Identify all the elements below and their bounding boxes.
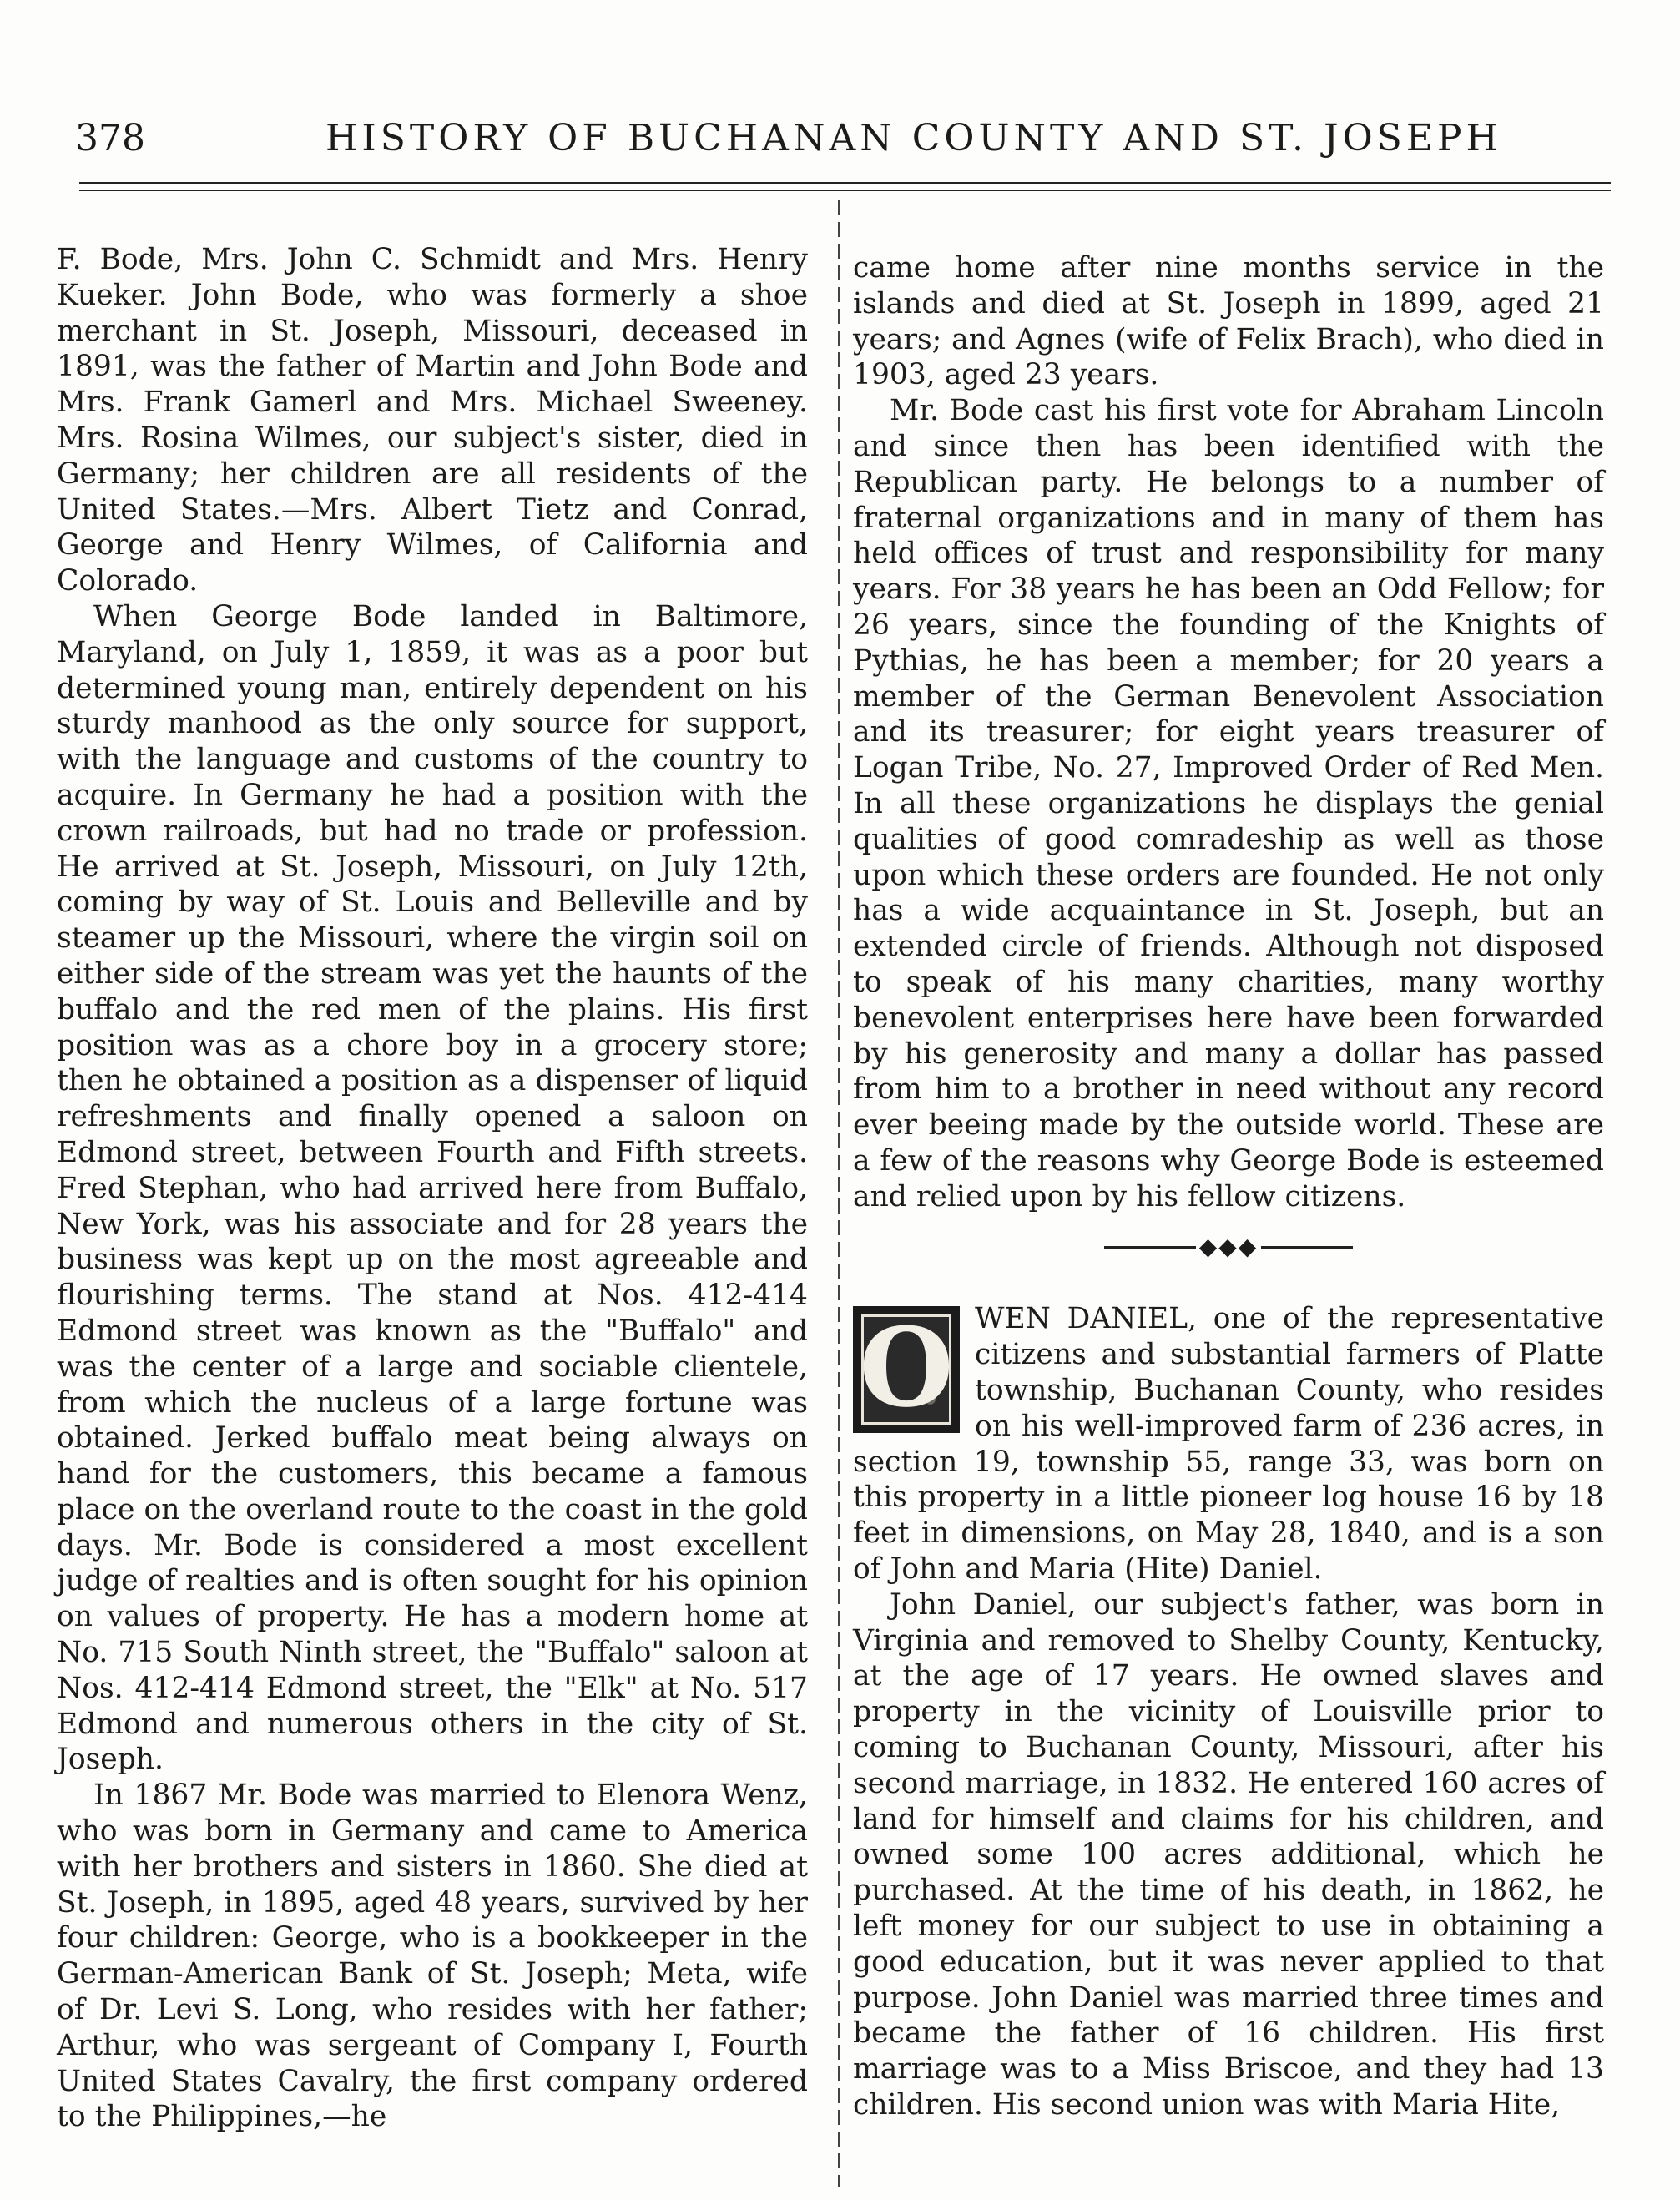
column-divider bbox=[838, 200, 840, 2187]
running-title: HISTORY OF BUCHANAN COUNTY AND ST. JOSEPH bbox=[325, 117, 1502, 159]
left-column bbox=[57, 242, 808, 2135]
paragraph: John Daniel, our subject's father, was born in Virginia and removed to Shelby County, Kentucky, at the age of 17 years. He owned slaves and property in the vicinity of Louisville prior to coming to Buchanan County, Missouri, after his second marriage, in 1832. He entered 160 acres of land for himself and claims for his children, and owned some 100 acres additional, which he purchased. At the time of his death, in 1862, he left money for our subject to use in obtaining a good education, but it was never applied to that purpose. John Daniel was married three times and became the father of 16 children. His first marriage was to a Miss Briscoe, and they had 13 children. His second union was with Maria Hite, bbox=[853, 1587, 1604, 2122]
paragraph: F. Bode, Mrs. John C. Schmidt and Mrs. Henry Kueker. John Bode, who was formerly a shoe merchant in St. Joseph, Missouri, deceased in 1891, was the father of Martin and John Bode and Mrs. Frank Gamerl and Mrs. Michael Sweeney. Mrs. Rosina Wilmes, our subject's sister, died in Germany; her children are all residents of the United States.—Mrs. Albert Tietz and Conrad, George and Henry Wilmes, of California and Colorado. bbox=[57, 243, 808, 598]
paragraph: Mr. Bode cast his first vote for Abraham Lincoln and since then has been identified with the Republican party. He belongs to a number of fraternal organizations and in many of them has held offices of trust and responsibility for many years. For 38 years he has been an Odd Fellow; for 26 years, since the founding of the Knights of Pythias, he has been a member; for 20 years a member of the German Benevolent Association and its treasurer; for eight years treasurer of Logan Tribe, No. 27, Improved Order of Red Men. In all these organizations he displays the genial qualities of good comradeship as well as those upon which these orders are founded. He not only has a wide acquaintance in St. Joseph, but an extended circle of friends. Although not disposed to speak of his many charities, many worthy benevolent enterprises here have been forwarded by his generosity and many a dollar has passed from him to a brother in need without any record ever beeing made by the outside world. These are a few of the reasons why George Bode is esteemed and relied upon by his fellow citizens. bbox=[853, 394, 1604, 1214]
right-column bbox=[853, 250, 1604, 2123]
section-ornament: ◆◆◆ bbox=[853, 1229, 1604, 1265]
paragraph: When George Bode landed in Baltimore, Maryland, on July 1, 1859, it was as a poor but determined young man, entirely dependent on his sturdy manhood as the only source for support, with the language and customs of the country to acquire. In Germany he had a position with the crown railroads, but had no trade or profession. He arrived at St. Joseph, Missouri, on July 12th, coming by way of St. Louis and Belleville and by steamer up the Missouri, where the virgin soil on either side of the stream was yet the haunts of the buffalo and the red men of the plains. His first position was as a chore boy in a grocery store; then he obtained a position as a dispenser of liquid refreshments and finally opened a saloon on Edmond street, between Fourth and Fifth streets. Fred Stephan, who had arrived here from Buffalo, New York, was his associate and for 28 years the business was kept up on the most agreeable and flourishing terms. The stand at Nos. 412-414 Edmond street was known as the "Buffalo" and was the center of a large and sociable clientele, from which the nucleus of a large fortune was obtained. Jerked buffalo meat being always on hand for the customers, this became a famous place on the overland route to the coast in the gold days. Mr. Bode is considered a most excellent judge of realties and is often sought for his opinion on values of property. He has a modern home at No. 715 South Ninth street, the "Buffalo" saloon at Nos. 412-414 Edmond street, the "Elk" at No. 517 Edmond and numerous others in the city of St. Joseph. bbox=[57, 599, 808, 1777]
dropcap-letter: O bbox=[859, 1304, 954, 1432]
paragraph: came home after nine months service in the islands and died at St. Joseph in 1899, aged 21 years; and Agnes (wife of Felix Brach), who died in 1903, aged 23 years. bbox=[853, 251, 1604, 392]
header-rule-thin bbox=[79, 190, 1611, 191]
page-header bbox=[75, 117, 1611, 184]
paragraph: WEN DANIEL, one of the representative citizens and substantial farmers of Platte township, Buchanan County, who resides on his well-improved farm of 236 acres, in section 19, township 55, range 33, was born on this property in a little pioneer log house 16 by 18 feet in dimensions, on May 28, 1840, and is a son of John and Maria (Hite) Daniel. bbox=[853, 1302, 1604, 1586]
paragraph: In 1867 Mr. Bode was married to Elenora Wenz, who was born in Germany and came to America with her brothers and sisters in 1860. She died at St. Joseph, in 1895, aged 48 years, survived by her four children: George, who is a bookkeeper in the German-American Bank of St. Joseph; Meta, wife of Dr. Levi S. Long, who resides with her father; Arthur, who was sergeant of Company I, Fourth United States Cavalry, the first company ordered to the Philippines,—he bbox=[57, 1779, 808, 2134]
header-rule bbox=[79, 182, 1611, 184]
page-number: 378 bbox=[75, 117, 145, 159]
decorative-initial bbox=[853, 1306, 960, 1433]
